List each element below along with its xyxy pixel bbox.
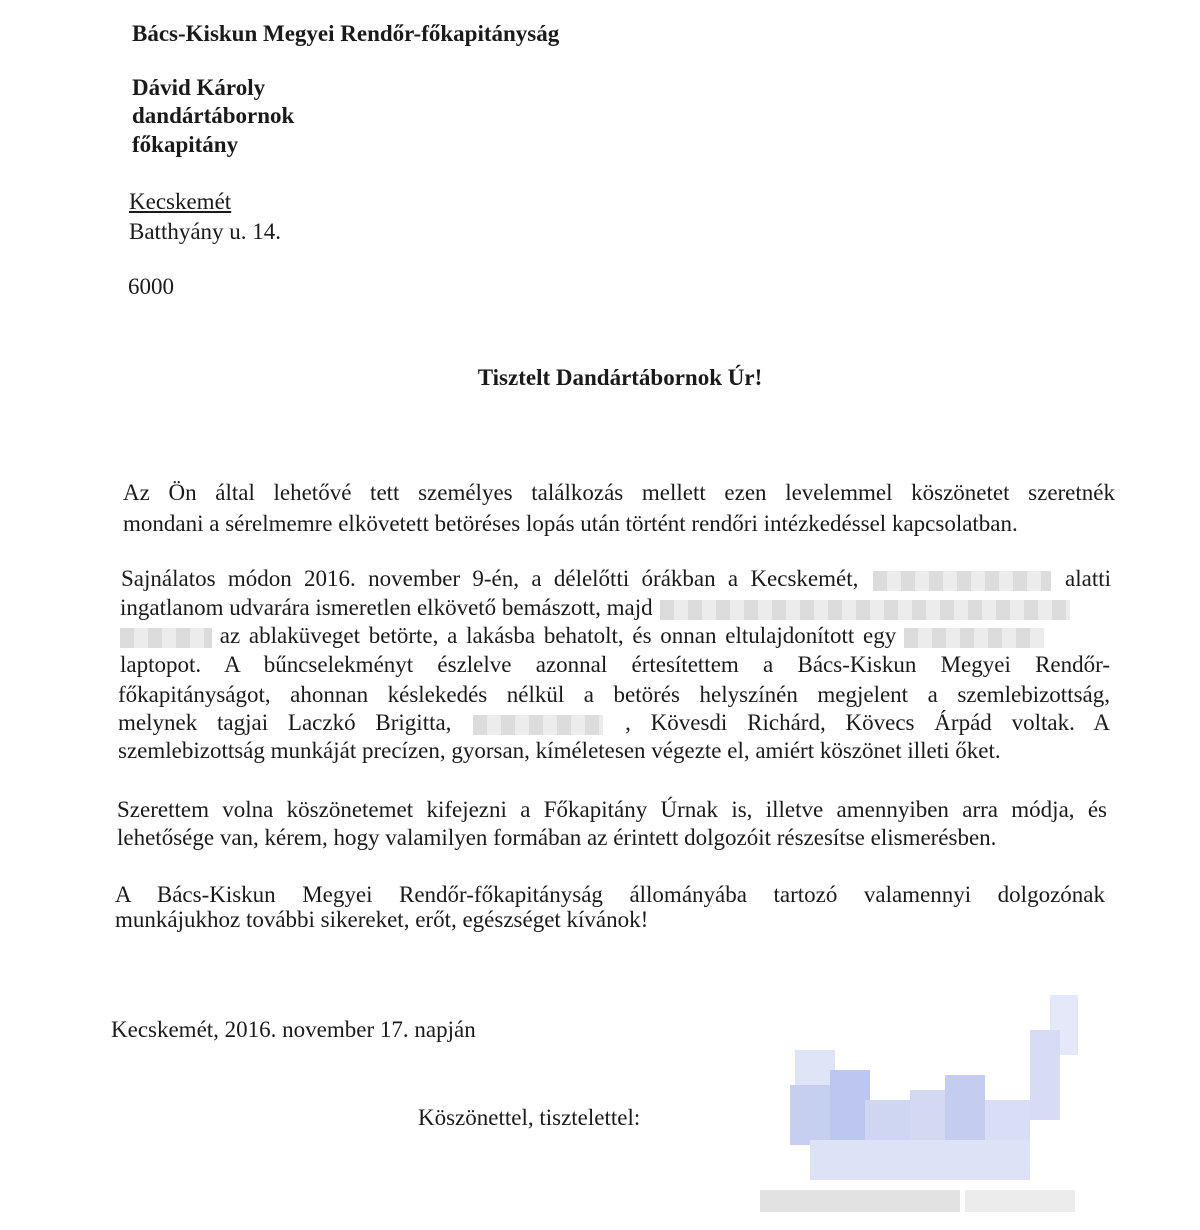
p2-l1-text-a: Sajnálatos módon 2016. november 9-én, a délelőtti órákban a Kecskemét, <box>121 566 859 591</box>
paragraph-2-line-4: laptopot. A bűncselekményt észlelve azonnal értesítettem a Bács-Kiskun Megyei Rendőr- <box>120 652 1110 677</box>
redacted-method-cont <box>120 628 212 648</box>
sender-city: Kecskemét <box>129 189 232 214</box>
paragraph-1-line-1: Az Ön által lehetővé tett személyes találkozás mellett ezen levelemmel köszönetet szeretnék <box>123 480 1115 505</box>
paragraph-1-line-2: mondani a sérelmemre elkövetett betöréses lopás után történt rendőri intézkedéssel kapcsolatban. <box>123 511 1018 536</box>
sender-rank: dandártábornok <box>132 103 295 128</box>
redacted-signature <box>760 990 1090 1230</box>
paragraph-3-line-2: lehetősége van, kérem, hogy valamilyen formában az érintett dolgozóit részesítse elismerésben. <box>117 825 997 850</box>
paragraph-2-line-5: főkapitányságot, ahonnan késlekedés nélkül a betörés helyszínén megjelent a szemlebizottság, <box>118 682 1110 707</box>
redacted-method <box>660 600 1070 620</box>
redacted-member-name <box>473 715 603 735</box>
p2-l6-text-a: melynek tagjai Laczkó Brigitta, <box>118 710 452 735</box>
paragraph-2-line-6 <box>118 708 1110 737</box>
paragraph-3-line-1: Szerettem volna köszönetemet kifejezni a Főkapitány Úrnak is, illetve amennyiben arra módja, és <box>117 797 1107 822</box>
p2-l2-text: ingatlanom udvarára ismeretlen elkövető bemászott, majd <box>120 595 653 620</box>
paragraph-4-line-1: A Bács-Kiskun Megyei Rendőr-főkapitányság állományába tartozó valamennyi dolgozónak <box>115 882 1105 907</box>
closing: Köszönettel, tisztelettel: <box>418 1105 641 1130</box>
paragraph-2-line-2 <box>120 594 1072 621</box>
sender-zip: 6000 <box>128 274 174 299</box>
p2-l6-text-b: , Kövesdi Richárd, Kövecs Árpád voltak. A <box>625 710 1111 735</box>
paragraph-2-line-1 <box>121 564 1111 593</box>
p2-l1-text-b: alatti <box>1065 566 1112 591</box>
sender-org: Bács-Kiskun Megyei Rendőr-főkapitányság <box>132 21 560 46</box>
sender-position: főkapitány <box>132 132 239 157</box>
paragraph-4-line-2: munkájukhoz további sikereket, erőt, egészséget kívánok! <box>115 907 649 932</box>
sender-name: Dávid Károly <box>132 75 266 100</box>
salutation: Tisztelt Dandártábornok Úr! <box>477 365 763 390</box>
paragraph-2-line-7: szemlebizottság munkáját precízen, gyorsan, kíméletesen végezte el, amiért köszönet illeti őket. <box>118 738 1001 763</box>
p2-l3-text: az ablaküveget betörte, a lakásba behatolt, és onnan eltulajdonított egy <box>219 623 897 648</box>
redacted-item <box>904 628 1044 648</box>
paragraph-2-line-3 <box>118 622 1046 649</box>
sender-street: Batthyány u. 14. <box>129 219 282 244</box>
place-date: Kecskemét, 2016. november 17. napján <box>111 1017 476 1042</box>
redacted-address <box>873 571 1051 591</box>
